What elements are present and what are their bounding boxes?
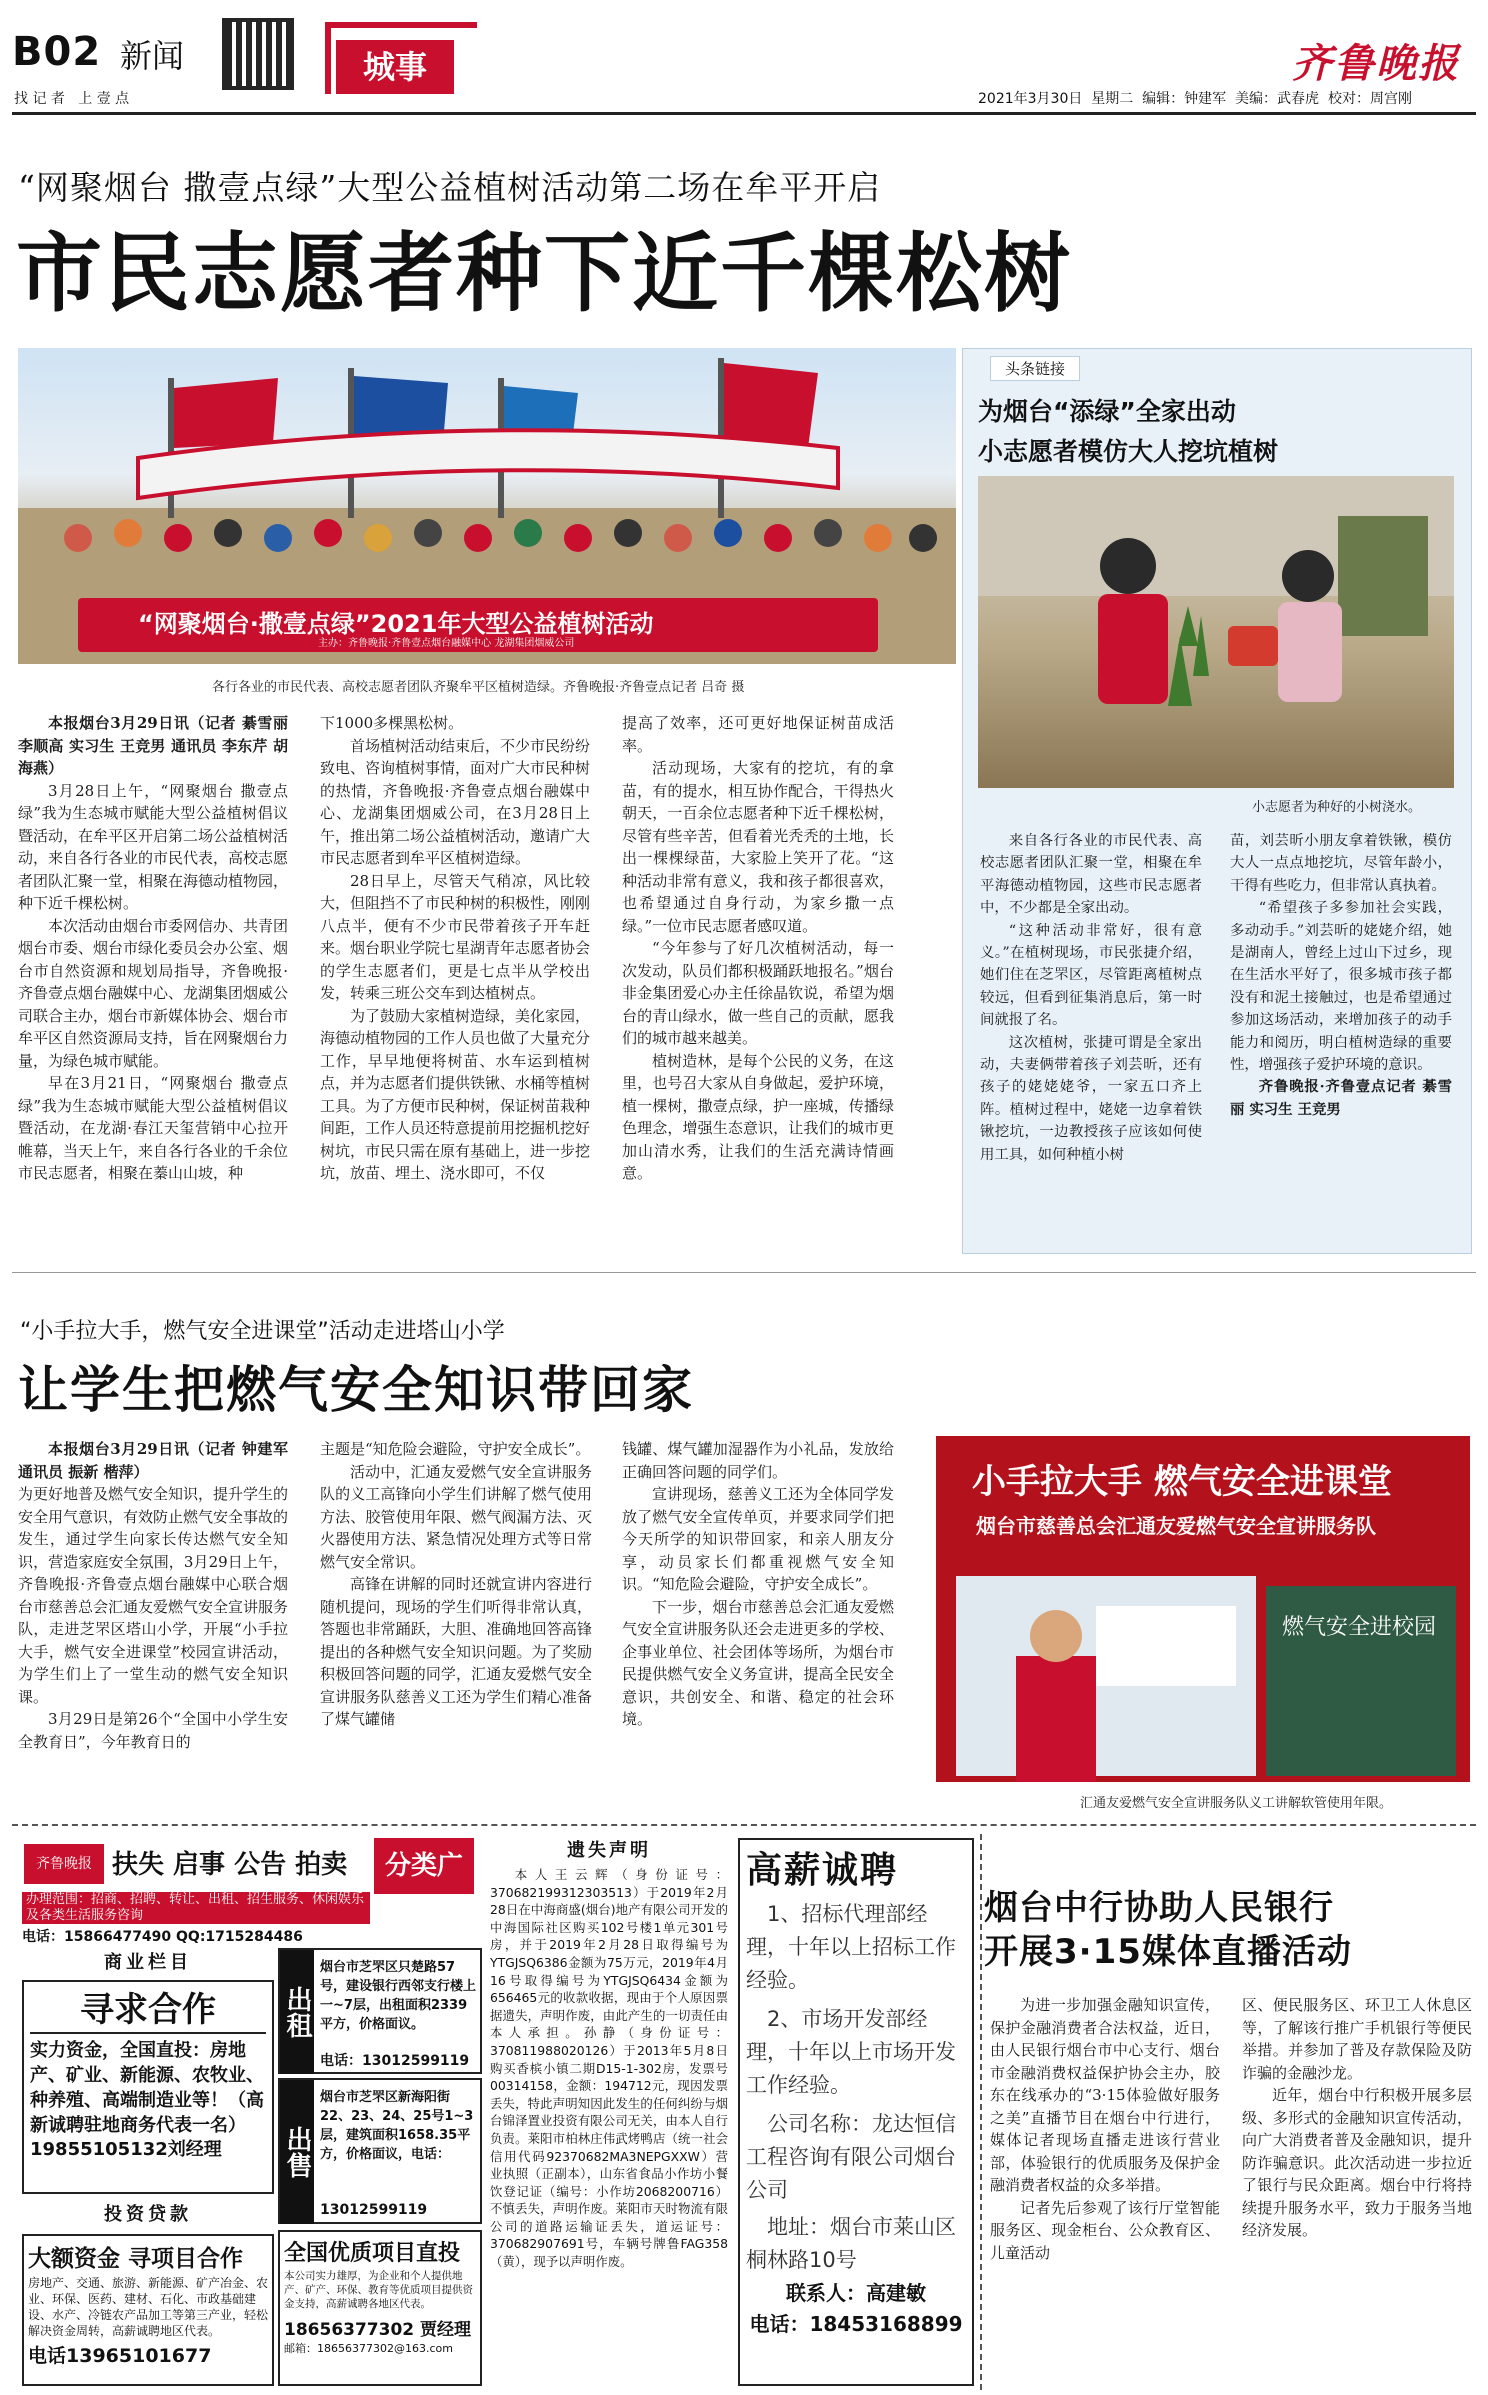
story1-column-3 bbox=[622, 712, 894, 1185]
story1-paragraph: 早在3月21日，“网聚烟台 撒壹点绿”我为生态城市赋能大型公益植树倡议暨活动，在龙湖·春江天玺营销中心拉开帷幕，当天上午，来自各行各业的千余位市民志愿者，相聚在蓁山山坡，种 bbox=[18, 1074, 289, 1182]
sidebar-label: 头条链接 bbox=[990, 356, 1080, 381]
story2-paragraph: 为更好地普及燃气安全知识，提升学生的安全用气意识，有效防止燃气安全事故的发生，通过学生向家长传达燃气安全知识，营造家庭安全氛围，3月29日上午，齐鲁晚报·齐鲁壹点烟台融媒中心联合烟台市慈善总会汇通友爱燃气安全宣讲服务队，走进芝罘区塔山小学，开展“小手拉大手，燃气安全进课堂”校园宣讲活动，为学生们上了一堂生动的燃气安全知识课。 bbox=[18, 1485, 289, 1706]
tree-planting-photo bbox=[18, 348, 956, 664]
story1-paragraph: 3月28日上午，“网聚烟台 撒壹点绿”我为生态城市赋能大型公益植树倡议暨活动，在牟平区开启第二场公益植树活动，来自各行各业的市民代表，高校志愿者团队汇聚一堂，相聚在海德动植物园，种下近千棵松树。 bbox=[18, 781, 289, 912]
story2-paragraph: 3月29日是第26个“全国中小学生安全教育日”，今年教育日的 bbox=[18, 1710, 288, 1751]
sidebar-paragraph: “希望孩子多参加社会实践，多动动手。”刘芸昕的姥姥介绍，她是湖南人，曾经上过山下过乡，现在生活水平好了，很多城市孩子都没有和泥土接触过，也是希望通过参加这场活动，来增加孩子的动手能力和阅历，明白植树造绿的重要性，增强孩子爱护环境的意识。 bbox=[1230, 900, 1452, 1074]
gas-photo-banner-sub: 烟台市慈善总会汇通友爱燃气安全宣讲服务队 bbox=[976, 1514, 1376, 1538]
job-company: 公司名称：龙达恒信工程咨询有限公司烟台公司 bbox=[746, 2112, 956, 2202]
fund-body: 房地产、交通、旅游、新能源、矿产冶金、农业、环保、医药、建材、石化、市政基础建设、水产、冷链农产品加工等第三产业，轻松解决资金周转，高薪诚聘地区代表。 bbox=[28, 2276, 269, 2338]
invest-label-box bbox=[22, 2200, 274, 2228]
job-item-2: 2、市场开发部经理，十年以上市场开发工作经验。 bbox=[746, 2007, 956, 2097]
job-phone[interactable]: 电话：18453168899 bbox=[749, 2312, 963, 2336]
lost-body: 本人王云辉（身份证号：370682199312303513）于2019年2月28日在中海商盛(烟台)地产有限公司开发的中海国际社区购买102号楼1单元301号房，并于2019年2月28日取得编号为YTGJSQ6386金额为75万元，2019年4月16号取得编号为YTGJSQ6434金额为656465元的收款收据，现由于个人原因票据遗失，声明作废，由此产生的一切责任由本人承担。孙静（身份证号：370811988020126）于2013年5月8日购买香槟小镇二期D15-1-302房，发票号00314158，金额：194712元，现因发票丢失，特此声明知因此发生的任何纠纷与烟台锦泽置业投资有限公司无关，由本人自行负责。莱阳市柏林庄伟武烤鸭店（统一社会信用代码92370682MA3NEPGXXW）营业执照（正副本），山东省食品小作坊小餐饮登记证（编号：小作坊2068200716）不慎丢失，声明作废。莱阳市天时物流有限公司的道路运输证丢失，道运证号：370682907691号，车辆号牌鲁FAG358（黄），现予以声明作废。 bbox=[490, 1867, 728, 2270]
kids-watering-illustration bbox=[978, 476, 1454, 788]
project-phone[interactable]: 18656377302 贾经理 bbox=[284, 2320, 472, 2340]
job-item-1: 1、招标代理部经理，十年以上招标工作经验。 bbox=[746, 1902, 956, 1992]
story3-paragraph: 为进一步加强金融知识宣传，保护金融消费者合法权益，近日，由人民银行烟台市中心支行、烟台市金融消费权益保护协会主办，胶东在线承办的“3·15体验做好服务之美”直播节目在烟台中行进行，媒体记者现场直播走进该行营业部，体验银行的优质服务及保护金融消费者权益的众多举措。 bbox=[990, 1996, 1220, 2194]
story3-column-1 bbox=[990, 1994, 1220, 2264]
story1-byline: 本报烟台3月29日讯（记者 綦雪丽 李顺高 实习生 王竞男 通讯员 李东芹 胡海燕） bbox=[18, 714, 288, 777]
classified-ad-header bbox=[22, 1838, 482, 1945]
fund-phone[interactable]: 电话13965101677 bbox=[28, 2345, 212, 2367]
section-tag: 城事 bbox=[336, 40, 454, 94]
story1-paragraph: 为了鼓励大家植树造绿，美化家园，海德动植物园的工作人员也做了大量充分工作，早早地便将树苗、水车运到植树点，并为志愿者们提供铁锹、水桶等植树工具。为了方便市民种树，保证树苗栽种间距，工作人员还特意提前用挖掘机挖好树坑，市民只需在原有基础上，进一步挖坑，放苗、埋土、浇水即可，不仅 bbox=[320, 1006, 591, 1182]
sidebar-paragraph: 苗，刘芸昕小朋友拿着铁锹，模仿大人一点点地挖坑，尽管年龄小，干得有些吃力，但非常认真执着。 bbox=[1230, 833, 1452, 894]
story1-kicker: “网聚烟台 撒壹点绿”大型公益植树活动第二场在牟平开启 bbox=[18, 168, 882, 207]
lost-title: 遗失声明 bbox=[567, 1840, 651, 1861]
coop-ad bbox=[22, 1980, 274, 2194]
story1-paragraph: 28日早上，尽管天气稍凉，风比较大，但阻挡不了市民种树的积极性，刚刚八点半，便有不少市民带着孩子开车赶来。烟台职业学院七星湖青年志愿者协会的学生志愿者们，更是七点半从学校出发，转乘三班公交车到达植树点。 bbox=[320, 871, 591, 1002]
story1-column-2 bbox=[320, 712, 590, 1185]
coop-title: 寻求合作 bbox=[30, 1988, 266, 2034]
rent-body: 烟台市芝罘区只楚路57号，建设银行西邻支行楼上一~7层，出租面积2339平方，价格面议。 bbox=[320, 1960, 477, 2032]
fund-title: 大额资金 寻项目合作 bbox=[28, 2246, 244, 2272]
sidebar-credit: 齐鲁晚报·齐鲁壹点记者 綦雪丽 实习生 王竞男 bbox=[1230, 1078, 1452, 1118]
sale-body: 烟台市芝罘区新海阳街22、23、24、25号1~3层，建筑面积1658.35平方，价格面议，电话： bbox=[320, 2090, 474, 2162]
story3-paragraph: 近年，烟台中行积极开展多层级、多形式的金融知识宣传活动，向广大消费者普及金融知识，提升防诈骗意识。此次活动进一步拉近了银行与民众距离。烟台中行将持续提升服务水平，致力于服务当地经济发展。 bbox=[1242, 2086, 1472, 2239]
story3-paragraph: 记者先后参观了该行厅堂智能服务区、现金柜台、公众教育区、儿童活动 bbox=[990, 2198, 1220, 2262]
paper-logo-small: 齐鲁晚报 bbox=[24, 1844, 104, 1884]
story2-paragraph: 高锋在讲解的同时还就宣讲内容进行随机提问，现场的学生们听得非常认真，答题也非常踊跃，大胆、准确地回答高锋提出的各种燃气安全知识问题。为了奖励积极回答问题的同学，汇通友爱燃气安全宣讲服务队慈善义工还为学生们精心准备了煤气罐储 bbox=[320, 1575, 592, 1728]
story2-headline: 让学生把燃气安全知识带回家 bbox=[18, 1361, 694, 1419]
rent-ad bbox=[278, 1948, 482, 2074]
photo-banner-text: “网聚烟台·撒壹点绿”2021年大型公益植树活动 bbox=[138, 610, 654, 638]
lost-notice bbox=[490, 1838, 728, 2386]
story3-paragraph: 区、便民服务区、环卫工人休息区等，了解该行推广手机银行等便民举措。并参加了普及存款保险及防诈骗的金融沙龙。 bbox=[1242, 1996, 1472, 2082]
sidebar-photo bbox=[978, 476, 1454, 788]
section-subtitle: 找 记 者 上 壹 点 bbox=[14, 91, 130, 107]
sidebar-paragraph: 这次植树，张捷可谓是全家出动，夫妻俩带着孩子刘芸昕，还有孩子的姥姥姥爷，一家五口齐上阵。植树过程中，姥姥一边拿着铁锹挖坑，一边教授孩子应该如何使用工具，如何种植小树 bbox=[980, 1034, 1202, 1163]
story1-column-1 bbox=[18, 712, 288, 1185]
paper-logo: 齐鲁晚报 bbox=[1292, 40, 1460, 87]
rent-label: 出租 bbox=[280, 1950, 314, 2074]
story1-paragraph: 提高了效率，还可更好地保证树苗成活率。 bbox=[622, 714, 894, 755]
classified-phone[interactable]: 电话：15866477490 QQ:1715284486 bbox=[22, 1929, 303, 1945]
story2-photo-caption: 汇通友爱燃气安全宣讲服务队义工讲解软管使用年限。 bbox=[1080, 1796, 1393, 1811]
coop-body: 实力资金，全国直投：房地产、矿业、新能源、农牧业、种养殖、高端制造业等！（高新诚聘驻地商务代表一名） bbox=[30, 2040, 264, 2136]
sale-ad bbox=[278, 2078, 482, 2224]
coop-phone[interactable]: 19855105132刘经理 bbox=[30, 2139, 222, 2160]
story1-paragraph: “今年参与了好几次植树活动，每一次发动，队员们都积极踊跃地报名。”烟台非金集团爱心办主任徐晶钦说，希望为烟台的青山绿水，做一些自己的贡献，愿我们的城市越来越美。 bbox=[622, 939, 894, 1047]
story3-divider bbox=[980, 1834, 982, 2390]
gas-photo-banner: 小手拉大手 燃气安全进课堂 bbox=[972, 1462, 1392, 1502]
sidebar-title-line1: 为烟台“添绿”全家出动 bbox=[978, 397, 1236, 426]
biz-label: 商业栏目 bbox=[104, 1952, 192, 1973]
rent-phone[interactable]: 电话：13012599119 bbox=[320, 2053, 470, 2069]
project-body: 本公司实力雄厚，为企业和个人提供地产、矿产、环保、教育等优质项目提供资金支持，高薪诚聘各地区代表。 bbox=[284, 2270, 473, 2310]
story2-column-1 bbox=[18, 1438, 288, 1753]
story2-paragraph: 主题是“知危险会避险，守护安全成长”。 bbox=[320, 1440, 591, 1458]
job-contact: 联系人：高建敏 bbox=[786, 2281, 926, 2305]
sidebar-paragraph: “这种活动非常好，很有意义。”在植树现场，市民张捷介绍，她们住在芝罘区，尽管距离植树点较远，但看到征集消息后，第一时间就报了名。 bbox=[980, 922, 1202, 1029]
classified-scope: 办理范围：招商、招聘、转让、出租、招生服务、休闲娱乐及各类生活服务咨询 bbox=[22, 1892, 370, 1924]
page-number: B02 bbox=[12, 29, 102, 75]
dateline: 2021年3月30日 星期二 编辑：钟建军 美编：武春虎 校对：周宫刚 bbox=[978, 91, 1412, 107]
story1-paragraph: 本次活动由烟台市委网信办、共青团烟台市委、烟台市绿化委员会办公室、烟台市自然资源和规划局指导，齐鲁晚报·齐鲁壹点烟台融媒中心、龙湖集团烟威公司联合主办，烟台市新媒体协会、烟台市牟平区自然资源局支持，旨在网聚烟台力量，为绿色城市赋能。 bbox=[18, 916, 289, 1070]
project-mail[interactable]: 邮箱：18656377302@163.com bbox=[284, 2342, 453, 2355]
story1-headline: 市民志愿者种下近千棵松树 bbox=[16, 224, 1072, 324]
story1-photo-caption: 各行各业的市民代表、高校志愿者团队齐聚牟平区植树造绿。齐鲁晚报·齐鲁壹点记者 吕奇 摄 bbox=[212, 680, 745, 695]
story1-paragraph: 首场植树活动结束后，不少市民纷纷致电、咨询植树事情，面对广大市民种树的热情，齐鲁晚报·齐鲁壹点烟台融媒中心、龙湖集团烟威公司，在3月28日上午，推出第二场公益植树活动，邀请广大市民志愿者到牟平区植树造绿。 bbox=[320, 736, 591, 867]
story2-paragraph: 下一步，烟台市慈善总会汇通友爱燃气安全宣讲服务队还会走进更多的学校、企事业单位、社会团体等场所，为烟台市民提供燃气安全义务宣讲，提高全民安全意识，共创安全、和谐、稳定的社会环境。 bbox=[622, 1597, 894, 1728]
story2-paragraph: 活动中，汇通友爱燃气安全宣讲服务队的义工高锋向小学生们讲解了燃气使用方法、胶管使用年限、燃气阀漏方法、灭火器使用方法、紧急情况处理方式等日常燃气安全常识。 bbox=[320, 1462, 592, 1571]
story1-paragraph: 下1000多棵黑松树。 bbox=[320, 714, 464, 732]
qr-code-icon[interactable] bbox=[222, 18, 294, 90]
section-name: 新闻 bbox=[120, 37, 185, 75]
sale-phone[interactable]: 13012599119 bbox=[320, 2202, 428, 2218]
classified-title: 扶失 启事 公告 拍卖 bbox=[112, 1850, 348, 1880]
story2-paragraph: 宣讲现场，慈善义工还为全体同学发放了燃气安全宣传单页，并要求同学们把今天所学的知识带回家，和亲人朋友分享，动员家长们都重视燃气安全知识。“知危险会避险，守护安全成长”。 bbox=[622, 1485, 894, 1593]
story1-paragraph: 活动现场，大家有的挖坑，有的拿苗，有的提水，相互协作配合，干得热火朝天，一百余位志愿者种下近千棵松树，尽管有些辛苦，但看着光秃秃的土地，长出一棵棵绿苗，大家脸上笑开了花。“这种活动非常有意义，我和孩子都很喜欢，也希望通过自身行动，为家乡撒一点绿。”一位市民志愿者感叹道。 bbox=[622, 759, 894, 935]
story2-byline: 本报烟台3月29日讯（记者 钟建军 通讯员 振新 楷萍） bbox=[18, 1440, 288, 1481]
sidebar-photo-caption: 小志愿者为种好的小树浇水。 bbox=[1252, 800, 1422, 815]
header-rule bbox=[12, 112, 1476, 115]
story2-rule bbox=[12, 1272, 1476, 1273]
sidebar-column-1 bbox=[980, 830, 1202, 1166]
sidebar-paragraph: 来自各行各业的市民代表、高校志愿者团队汇聚一堂，相聚在牟平海德动植物园，这些市民志愿者中，不少都是全家出动。 bbox=[980, 833, 1202, 917]
story2-column-2 bbox=[320, 1438, 592, 1731]
story3-headline-line1: 烟台中行协助人民银行 bbox=[984, 1888, 1334, 1928]
classified-big-title: 分类广告 bbox=[374, 1838, 474, 1894]
fund-ad bbox=[22, 2234, 274, 2386]
sidebar-column-2 bbox=[1230, 830, 1452, 1121]
project-title: 全国优质项目直投 bbox=[284, 2241, 461, 2266]
sale-label: 出售 bbox=[280, 2080, 314, 2224]
photo-banner-subtext: 主办：齐鲁晚报·齐鲁壹点烟台融媒中心 龙湖集团烟威公司 bbox=[318, 638, 575, 649]
invest-label: 投资贷款 bbox=[104, 2204, 192, 2225]
story2-kicker: “小手拉大手，燃气安全进课堂”活动走进塔山小学 bbox=[20, 1319, 505, 1344]
story2-column-3 bbox=[622, 1438, 894, 1731]
gas-safety-photo bbox=[936, 1436, 1470, 1782]
ads-divider bbox=[12, 1824, 1476, 1826]
gas-photo-board-text: 燃气安全进校园 bbox=[1282, 1615, 1437, 1640]
story3-headline-line2: 开展3·15媒体直播活动 bbox=[984, 1932, 1352, 1972]
story1-paragraph: 植树造林，是每个公民的义务，在这里，也号召大家从自身做起，爱护环境，植一棵树，撒壹点绿，护一座城，传播绿色理念，增强生态意识，让我们的城市更加山清水秀，让我们的生活充满诗情画意。 bbox=[622, 1051, 894, 1182]
biz-label-box bbox=[22, 1948, 274, 1976]
job-title: 高薪诚聘 bbox=[746, 1850, 899, 1891]
story2-paragraph: 钱罐、煤气罐加湿器作为小礼品，发放给正确回答问题的同学们。 bbox=[622, 1440, 894, 1481]
job-ad bbox=[738, 1838, 974, 2386]
sidebar-title-line2: 小志愿者模仿大人挖坑植树 bbox=[978, 437, 1279, 466]
project-ad bbox=[278, 2230, 482, 2386]
job-address: 地址：烟台市莱山区桐林路10号 bbox=[746, 2215, 956, 2272]
story3-column-2 bbox=[1242, 1994, 1472, 2242]
